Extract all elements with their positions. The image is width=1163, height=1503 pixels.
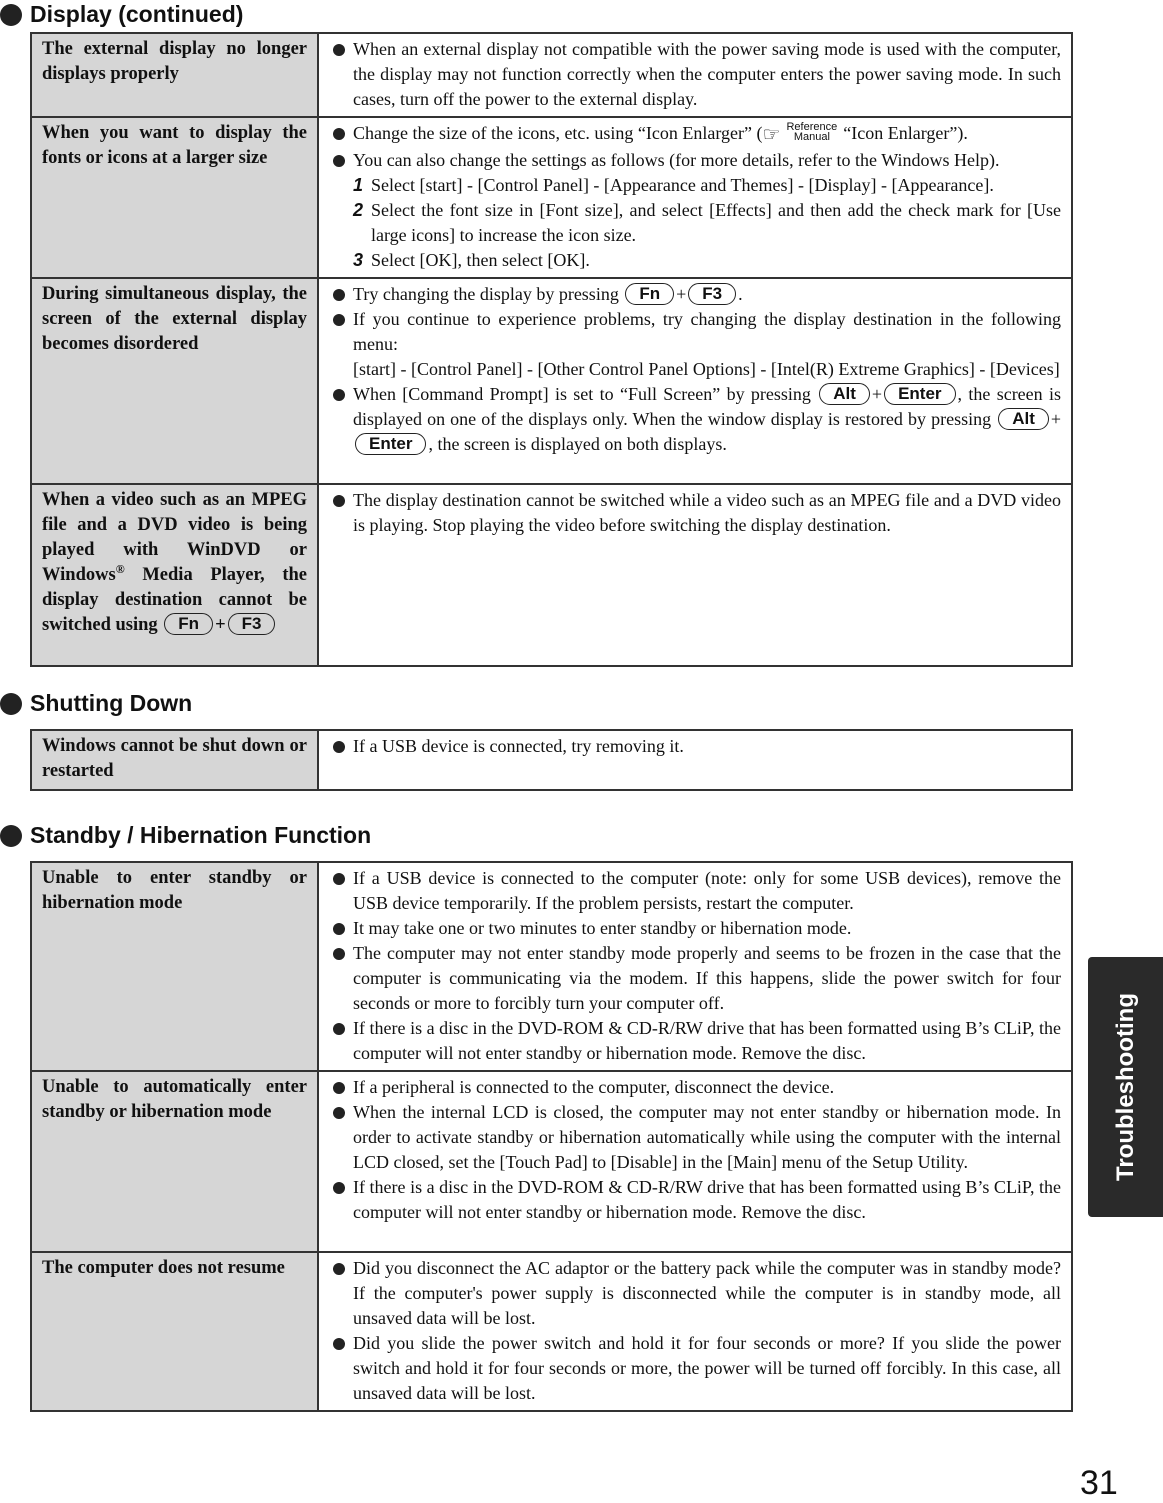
section-heading-display: Display (continued)	[0, 0, 243, 28]
solution-bullet: If a peripheral is connected to the computer, disconnect the device.	[331, 1075, 1061, 1100]
solution-bullet: If you continue to experience problems, try changing the display destination in the following menu:	[331, 307, 1061, 357]
solution-bullet: The display destination cannot be switched while a video such as an MPEG file and a DVD video is playing. Stop playing the video before switching the display destination.	[331, 488, 1061, 538]
section-bullet-icon	[0, 693, 22, 715]
pointing-hand-icon: ☞	[762, 124, 781, 146]
problem-cell: When a video such as an MPEG file and a DVD video is being played with WinDVD or Windows® Media Player, the display destination cannot be switched using Fn + F3	[31, 484, 318, 666]
fn-key: Fn	[164, 613, 213, 635]
solution-bullet: Did you disconnect the AC adaptor or the battery pack while the computer was in standby mode? If the computer's power supply is disconnected while the computer is in standby mode, all unsaved data will be lost.	[331, 1256, 1061, 1331]
alt-key: Alt	[819, 383, 870, 405]
problem-cell: During simultaneous display, the screen of the external display becomes disordered	[31, 278, 318, 484]
problem-cell: When you want to display the fonts or icons at a larger size	[31, 117, 318, 278]
table-row	[31, 484, 1072, 666]
display-table	[30, 32, 1073, 667]
section-heading-standby: Standby / Hibernation Function	[0, 821, 371, 849]
solution-bullet: It may take one or two minutes to enter standby or hibernation mode.	[331, 916, 1061, 941]
f3-key: F3	[228, 613, 276, 635]
solution-bullet: If there is a disc in the DVD-ROM & CD-R/RW drive that has been formatted using B’s CLiP, the computer will not enter standby or hibernation mode. Remove the disc.	[331, 1016, 1061, 1066]
section-bullet-icon	[0, 4, 22, 26]
solution-bullet: If a USB device is connected to the computer (note: only for some USB devices), remove the USB device temporarily. If the problem persists, restart the computer.	[331, 866, 1061, 916]
solution-cell	[318, 484, 1072, 666]
step-item: 2 Select the font size in [Font size], and select [Effects] and then add the check mark for [Use large icons] to increase the icon size.	[353, 200, 1061, 245]
solution-bullet: Did you slide the power switch and hold it for four seconds or more? If you slide the power switch and hold it for four seconds or more, the power will be turned off forcibly. In this case, all unsaved data will be lost.	[331, 1331, 1061, 1406]
enter-key: Enter	[355, 433, 426, 455]
solution-cell	[318, 862, 1072, 1071]
solution-bullet: When the internal LCD is closed, the computer may not enter standby or hibernation mode. In order to activate standby or hibernation automatically while using the computer with the internal LCD closed, set the [Touch Pad] to [Disable] in the [Main] menu of the Setup Utility.	[331, 1100, 1061, 1175]
fn-key: Fn	[625, 283, 674, 305]
step-item: 1 Select [start] - [Control Panel] - [Appearance and Themes] - [Display] - [Appearance].	[353, 175, 994, 195]
section-bullet-icon	[0, 825, 22, 847]
table-row	[31, 33, 1072, 117]
solution-bullet: You can also change the settings as follows (for more details, refer to the Windows Help).	[331, 148, 1061, 173]
solution-bullet: When [Command Prompt] is set to “Full Screen” by pressing Alt + Enter , the screen is displayed on one of the displays only. When the window display is restored by pressing Alt +Enter , the screen is displayed on both displays.	[331, 382, 1061, 457]
solution-cell	[318, 278, 1072, 484]
section-heading-shutdown: Shutting Down	[0, 689, 192, 717]
reference-manual-icon: Reference Manual	[786, 121, 838, 143]
problem-cell: The external display no longer displays properly	[31, 33, 318, 117]
table-row	[31, 278, 1072, 484]
problem-cell: Unable to enter standby or hibernation mode	[31, 862, 318, 1071]
solution-cell	[318, 1071, 1072, 1252]
solution-bullet: Try changing the display by pressing Fn + F3 .	[331, 282, 1061, 307]
problem-cell: The computer does not resume	[31, 1252, 318, 1411]
enter-key: Enter	[884, 383, 955, 405]
solution-cell	[318, 33, 1072, 117]
step-item: 3 Select [OK], then select [OK].	[353, 250, 590, 270]
page-number: 31	[1080, 1464, 1118, 1502]
solution-bullet: The computer may not enter standby mode properly and seems to be frozen in the case that the computer is communicating via the modem. If this happens, slide the power switch for four seconds or more to forcibly turn your computer off.	[331, 941, 1061, 1016]
solution-bullet: If there is a disc in the DVD-ROM & CD-R/RW drive that has been formatted using B’s CLiP, the computer will not enter standby or hibernation mode. Remove the disc.	[331, 1175, 1061, 1225]
table-row	[31, 1071, 1072, 1252]
solution-cell	[318, 1252, 1072, 1411]
solution-cell	[318, 730, 1072, 790]
table-row	[31, 730, 1072, 790]
shutdown-table	[30, 729, 1073, 791]
solution-cell	[318, 117, 1072, 278]
solution-bullet: If a USB device is connected, try removing it.	[331, 734, 1061, 759]
f3-key: F3	[688, 283, 736, 305]
table-row	[31, 117, 1072, 278]
table-row	[31, 862, 1072, 1071]
standby-table	[30, 861, 1073, 1412]
problem-cell: Windows cannot be shut down or restarted	[31, 730, 318, 790]
table-row	[31, 1252, 1072, 1411]
alt-key: Alt	[998, 408, 1049, 430]
menu-path: [start] - [Control Panel] - [Other Control Panel Options] - [Intel(R) Extreme Graphics] - [Devices]	[353, 359, 1060, 379]
problem-cell: Unable to automatically enter standby or hibernation mode	[31, 1071, 318, 1252]
solution-bullet: When an external display not compatible with the power saving mode is used with the computer, the display may not function correctly when the computer enters the power saving mode. In such cases, turn off the power to the external display.	[331, 37, 1061, 112]
troubleshooting-side-tab: Troubleshooting	[1088, 957, 1163, 1217]
solution-bullet: Change the size of the icons, etc. using “Icon Enlarger” (☞ Reference Manual “Icon Enlarger”).	[331, 121, 1061, 148]
